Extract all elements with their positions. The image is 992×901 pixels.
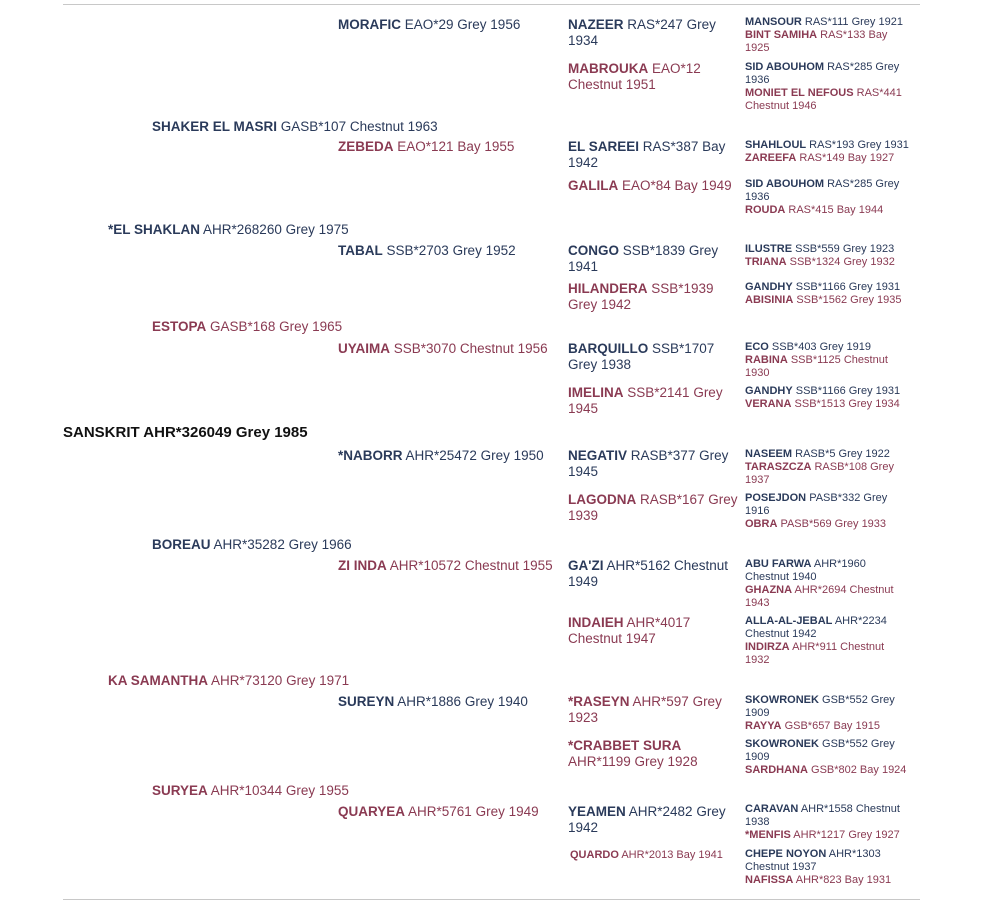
- horse-reg-cont: 1943: [745, 597, 770, 610]
- gen4-entry: [568, 17, 738, 49]
- gen5-entry: [745, 448, 925, 461]
- horse-reg: AHR*268260 Grey 1975: [203, 222, 349, 237]
- gen5-entry: [745, 764, 925, 777]
- horse-name: QUARDO: [570, 849, 619, 861]
- horse-name: ABU FARWA: [745, 558, 812, 570]
- horse-name: KA SAMANTHA: [108, 673, 208, 688]
- gen5-entry: [745, 385, 925, 398]
- gen3-entry: [338, 804, 539, 820]
- gen4-entry: [568, 558, 738, 590]
- horse-name: NASEEM: [745, 448, 793, 460]
- horse-reg: SSB*403 Grey 1919: [771, 341, 871, 353]
- horse-reg: EAO*29 Grey 1956: [404, 17, 521, 32]
- horse-reg-cont: 1909: [745, 751, 770, 764]
- horse-reg: GSB*552 Grey: [822, 694, 895, 706]
- gen5-entry: [745, 829, 925, 842]
- gen4-entry: [568, 804, 738, 836]
- gen4-entry: [568, 178, 738, 194]
- gen4-entry: [568, 385, 738, 417]
- gen4-entry: [568, 492, 743, 524]
- top-rule: [63, 4, 920, 5]
- horse-name: ROUDA: [745, 204, 786, 216]
- gen5-entry: [745, 204, 925, 217]
- gen4-entry: [568, 341, 738, 373]
- horse-name: BOREAU: [152, 537, 211, 552]
- gen5-entry: [745, 16, 925, 29]
- gen3-entry: [338, 448, 544, 464]
- horse-name: GHAZNA: [745, 584, 793, 596]
- bottom-rule: [63, 899, 920, 900]
- horse-name: TRIANA: [745, 256, 787, 268]
- horse-name: QUARYEA: [338, 804, 406, 819]
- gen4-entry: [568, 281, 738, 313]
- horse-reg: AHR*1960: [813, 558, 866, 570]
- horse-reg: AHR*5162 Chestnut: [606, 558, 729, 573]
- horse-reg-cont: Chestnut 1940: [745, 571, 817, 584]
- horse-reg-cont: Chestnut 1947: [568, 631, 656, 647]
- gen4-entry: [568, 738, 743, 770]
- horse-name: *MENFIS: [745, 829, 791, 841]
- gen3-entry: [338, 139, 514, 155]
- horse-reg-cont: 1923: [568, 710, 599, 726]
- subject-entry: [63, 424, 308, 442]
- gen5-entry: [745, 615, 925, 642]
- horse-name: GANDHY: [745, 385, 793, 397]
- horse-name: NEGATIV: [568, 448, 628, 463]
- gen3-entry: [338, 558, 553, 574]
- gen5-entry: [745, 641, 925, 668]
- horse-reg: EAO*121 Bay 1955: [397, 139, 515, 154]
- horse-name: MANSOUR: [745, 16, 802, 28]
- horse-name: YEAMEN: [568, 804, 626, 819]
- horse-reg: SSB*1839 Grey: [622, 243, 719, 258]
- horse-reg: AHR*2234: [834, 615, 887, 627]
- horse-name: NAFISSA: [745, 874, 794, 886]
- horse-reg-cont: 1930: [745, 367, 770, 380]
- horse-name: GANDHY: [745, 281, 793, 293]
- horse-reg: RAS*149 Bay 1927: [799, 152, 895, 164]
- horse-name: GALILA: [568, 178, 619, 193]
- horse-reg: SSB*1166 Grey 1931: [795, 385, 901, 397]
- horse-name: ABISINIA: [745, 294, 794, 306]
- horse-name: NAZEER: [568, 17, 624, 32]
- horse-name: ECO: [745, 341, 769, 353]
- horse-reg: RAS*285 Grey: [827, 61, 900, 73]
- horse-reg-cont: AHR*1199 Grey 1928: [568, 754, 698, 770]
- horse-name: SARDHANA: [745, 764, 808, 776]
- horse-name: GA'ZI: [568, 558, 604, 573]
- horse-name: SID ABOUHOM: [745, 61, 825, 73]
- gen4-entry: [568, 243, 738, 275]
- horse-name: TARASZCZA: [745, 461, 812, 473]
- horse-reg: AHR*35282 Grey 1966: [213, 537, 352, 552]
- horse-reg-cont: 1941: [568, 259, 599, 275]
- gen5-entry: [745, 518, 925, 531]
- horse-reg: GASB*168 Grey 1965: [210, 319, 343, 334]
- horse-reg: PASB*332 Grey: [809, 492, 888, 504]
- horse-reg: GSB*802 Bay 1924: [811, 764, 907, 776]
- horse-name: ILUSTRE: [745, 243, 793, 255]
- horse-name: CONGO: [568, 243, 620, 258]
- horse-name: ZAREEFA: [745, 152, 797, 164]
- gen5-entry: [745, 720, 925, 733]
- horse-name: UYAIMA: [338, 341, 391, 356]
- horse-reg: SSB*2703 Grey 1952: [386, 243, 516, 258]
- horse-reg-cont: Chestnut 1946: [745, 100, 817, 113]
- horse-reg: AHR*1886 Grey 1940: [397, 694, 528, 709]
- horse-name: SURYEA: [152, 783, 208, 798]
- horse-name: HILANDERA: [568, 281, 648, 296]
- gen4-entry: [568, 615, 738, 647]
- horse-name: ZI INDA: [338, 558, 387, 573]
- horse-reg-cont: 1945: [568, 401, 599, 417]
- gen3-entry: [338, 341, 548, 357]
- gen4-entry: [568, 448, 738, 480]
- horse-reg: AHR*1217 Grey 1927: [793, 829, 900, 841]
- horse-reg: SSB*3070 Chestnut 1956: [393, 341, 548, 356]
- horse-reg-cont: 1939: [568, 508, 599, 524]
- horse-reg: RASB*5 Grey 1922: [795, 448, 890, 460]
- horse-name: RABINA: [745, 354, 788, 366]
- horse-name: RAYYA: [745, 720, 782, 732]
- gen5-entry: [745, 558, 925, 585]
- horse-reg: GSB*552 Grey: [822, 738, 895, 750]
- horse-name: BARQUILLO: [568, 341, 649, 356]
- horse-reg-cont: Chestnut 1937: [745, 861, 817, 874]
- horse-name: SUREYN: [338, 694, 395, 709]
- gen5-entry: [745, 152, 925, 165]
- gen5-entry: [745, 354, 925, 381]
- horse-reg: RAS*285 Grey: [827, 178, 900, 190]
- horse-reg-cont: 1945: [568, 464, 599, 480]
- gen3-entry: [338, 17, 520, 33]
- horse-reg: AHR*597 Grey: [632, 694, 722, 709]
- horse-reg: AHR*4017: [626, 615, 691, 630]
- horse-reg-cont: 1916: [745, 505, 770, 518]
- horse-reg: AHR*2694 Chestnut: [794, 584, 894, 596]
- horse-reg: RAS*111 Grey 1921: [804, 16, 903, 28]
- gen5-entry: [745, 29, 925, 56]
- horse-reg: AHR*1558 Chestnut: [800, 803, 900, 815]
- horse-name: BINT SAMIHA: [745, 29, 818, 41]
- gen5-entry: [745, 243, 925, 256]
- dam-entry: [108, 673, 349, 689]
- gen5-entry: [745, 256, 925, 269]
- subject-name: SANSKRIT: [63, 424, 140, 441]
- gen5-entry: [745, 398, 925, 411]
- gen5-entry: [745, 61, 925, 88]
- horse-name: SKOWRONEK: [745, 694, 819, 706]
- gen5-entry: [745, 87, 925, 114]
- horse-reg: AHR*73120 Grey 1971: [211, 673, 350, 688]
- horse-reg: SSB*2141 Grey: [627, 385, 723, 400]
- horse-reg: RASB*377 Grey: [630, 448, 729, 463]
- gen4-entry: [568, 61, 738, 93]
- gen2-entry: [152, 783, 349, 799]
- horse-name: EL SAREEI: [568, 139, 640, 154]
- horse-name: OBRA: [745, 518, 778, 530]
- horse-name: POSEJDON: [745, 492, 807, 504]
- horse-reg-cont: 1937: [745, 474, 770, 487]
- gen5-entry: [745, 294, 925, 307]
- horse-name: CARAVAN: [745, 803, 799, 815]
- horse-reg: RASB*108 Grey: [814, 461, 894, 473]
- horse-reg-cont: 1942: [568, 155, 599, 171]
- horse-name: ALLA-AL-JEBAL: [745, 615, 833, 627]
- horse-reg: RAS*247 Grey: [627, 17, 716, 32]
- horse-reg-cont: 1925: [745, 42, 770, 55]
- horse-reg-cont: 1936: [745, 191, 770, 204]
- horse-reg: SSB*1125 Chestnut: [790, 354, 888, 366]
- horse-reg: SSB*1939: [651, 281, 714, 296]
- horse-reg: SSB*1513 Grey 1934: [794, 398, 900, 410]
- horse-reg: AHR*823 Bay 1931: [795, 874, 892, 886]
- horse-reg: RAS*441: [856, 87, 902, 99]
- gen5-entry: [745, 874, 925, 887]
- gen3-entry: [338, 694, 528, 710]
- horse-reg: AHR*2013 Bay 1941: [621, 849, 723, 861]
- horse-reg: GASB*107 Chestnut 1963: [280, 119, 438, 134]
- gen5-entry: [745, 281, 925, 294]
- horse-name: SKOWRONEK: [745, 738, 819, 750]
- gen5-entry: [745, 848, 925, 875]
- gen5-entry: [745, 139, 925, 152]
- horse-reg-cont: 1932: [745, 654, 770, 667]
- horse-name: LAGODNA: [568, 492, 637, 507]
- horse-reg-cont: Grey 1938: [568, 357, 632, 373]
- horse-name: CHEPE NOYON: [745, 848, 827, 860]
- horse-name: INDIRZA: [745, 641, 790, 653]
- horse-reg-cont: Grey 1942: [568, 297, 632, 313]
- horse-reg: SSB*1707: [652, 341, 715, 356]
- horse-reg-cont: 1938: [745, 816, 770, 829]
- gen5-entry: [745, 341, 925, 354]
- horse-reg-cont: Chestnut 1942: [745, 628, 817, 641]
- horse-name: ESTOPA: [152, 319, 207, 334]
- subject-reg: AHR*326049 Grey 1985: [143, 424, 308, 441]
- gen2-entry: [152, 537, 352, 553]
- horse-name: TABAL: [338, 243, 383, 258]
- horse-reg: PASB*569 Grey 1933: [780, 518, 887, 530]
- gen4-entry: [568, 694, 738, 726]
- horse-name: MONIET EL NEFOUS: [745, 87, 854, 99]
- horse-name: MABROUKA: [568, 61, 649, 76]
- horse-name: ZEBEDA: [338, 139, 394, 154]
- horse-name: *NABORR: [338, 448, 403, 463]
- horse-name: SID ABOUHOM: [745, 178, 825, 190]
- horse-reg: RASB*167 Grey: [640, 492, 738, 507]
- horse-reg: AHR*2482 Grey: [628, 804, 726, 819]
- horse-name: *CRABBET SURA: [568, 738, 682, 753]
- gen3-entry: [338, 243, 516, 259]
- gen2-entry: [152, 319, 342, 335]
- horse-name: VERANA: [745, 398, 792, 410]
- gen5-entry: [745, 461, 925, 488]
- horse-name: MORAFIC: [338, 17, 401, 32]
- gen5-entry: [745, 492, 925, 519]
- horse-reg: AHR*10572 Chestnut 1955: [389, 558, 553, 573]
- horse-name: *EL SHAKLAN: [108, 222, 201, 237]
- horse-reg-cont: 1942: [568, 820, 599, 836]
- horse-name: *RASEYN: [568, 694, 630, 709]
- gen5-entry: [745, 694, 925, 721]
- horse-reg: SSB*559 Grey 1923: [795, 243, 895, 255]
- horse-name: SHAKER EL MASRI: [152, 119, 278, 134]
- horse-reg: EAO*12: [652, 61, 701, 76]
- gen5-entry: [745, 178, 925, 205]
- horse-reg: GSB*657 Bay 1915: [784, 720, 880, 732]
- horse-reg: SSB*1562 Grey 1935: [796, 294, 902, 306]
- gen5-entry: [745, 738, 925, 765]
- horse-reg-cont: 1949: [568, 574, 599, 590]
- horse-name: SHAHLOUL: [745, 139, 807, 151]
- horse-reg-cont: 1909: [745, 707, 770, 720]
- gen4-entry: [570, 849, 723, 862]
- gen5-entry: [745, 584, 925, 611]
- sire-entry: [108, 222, 349, 238]
- horse-name: INDAIEH: [568, 615, 624, 630]
- horse-reg-cont: Chestnut 1951: [568, 77, 656, 93]
- horse-reg: RAS*387 Bay: [642, 139, 726, 154]
- horse-name: IMELINA: [568, 385, 624, 400]
- horse-reg: EAO*84 Bay 1949: [622, 178, 732, 193]
- horse-reg: AHR*10344 Grey 1955: [210, 783, 349, 798]
- horse-reg: RAS*415 Bay 1944: [788, 204, 884, 216]
- horse-reg: RAS*193 Grey 1931: [809, 139, 909, 151]
- horse-reg: AHR*1303: [828, 848, 881, 860]
- horse-reg: AHR*911 Chestnut: [792, 641, 885, 653]
- gen4-entry: [568, 139, 738, 171]
- gen5-entry: [745, 803, 925, 830]
- horse-reg: SSB*1324 Grey 1932: [789, 256, 895, 268]
- horse-reg: AHR*25472 Grey 1950: [405, 448, 544, 463]
- horse-reg-cont: 1936: [745, 74, 770, 87]
- horse-reg: AHR*5761 Grey 1949: [408, 804, 539, 819]
- horse-reg: RAS*133 Bay: [820, 29, 888, 41]
- gen2-entry: [152, 119, 438, 135]
- horse-reg-cont: 1934: [568, 33, 599, 49]
- horse-reg: SSB*1166 Grey 1931: [795, 281, 901, 293]
